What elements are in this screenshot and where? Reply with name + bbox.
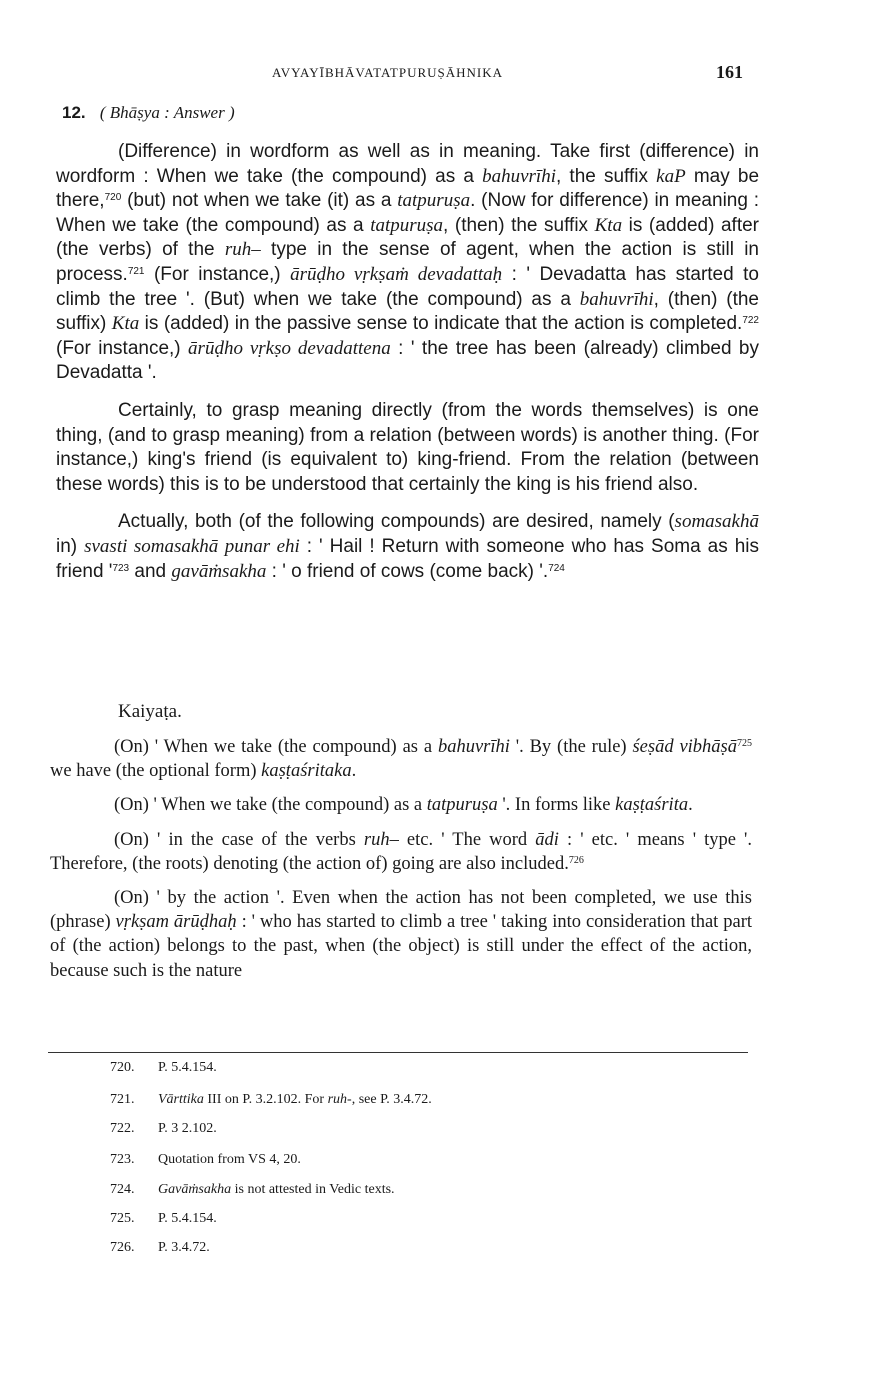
kaiyata-paragraph-1: (On) ' When we take (the compound) as a bahuvrīhi '. By (the rule) śeṣād vibhāṣā$^{725}$ we have (the optional form) kaṣṭaśritaka. <box>50 737 752 782</box>
footnote-723: 723. Quotation from VS 4, 20. <box>110 1152 301 1167</box>
running-header <box>0 62 894 86</box>
footnote-ref: 721 <box>127 265 145 277</box>
footnote-ref: 725 <box>737 738 752 749</box>
bhashya-text <box>56 140 759 584</box>
kaiyata-heading: Kaiyaṭa. <box>118 701 182 722</box>
footnote-726: 726. P. 3.4.72. <box>110 1240 210 1255</box>
section-label: ( Bhāṣya : Answer ) <box>99 103 235 122</box>
footnote-720: 720. P. 5.4.154. <box>110 1060 217 1075</box>
bhashya-paragraph-2: Certainly, to grasp meaning directly (from the words themselves) is one thing, (and to grasp meaning) from a relation (between words) is another thing. (For instance,) king's friend (is equivalent to) king-friend. From the relation (between these words) this is to be understood that certainly the king is his friend also. <box>56 399 759 495</box>
section-number: 12. <box>62 103 86 122</box>
bhashya-paragraph-3: Actually, both (of the following compounds) are desired, namely (somasakhā in) svasti somasakhā punar ehi : ' Hail ! Return with someone who has Soma as his friend '$^{723}$ and gavāṁsakha : ' o friend of cows (come back) '.$^{724}$ <box>56 511 760 582</box>
bhashya-paragraph-1: (Difference) in wordform as well as in meaning. Take first (difference) in wordform : When we take (the compound) as a bahuvrīhi, the suffix kaP may be there,$^{720}$ (but) not when we take (it) as a tatpuruṣa. (Now for difference) in meaning : When we take (the compound) as a tatpuruṣa, (then) the suffix Kta is (added) after (the verbs) of the ruh– type in the sense of agent, when the action is still in process.$^{721}$ (For instance,) ārūḍho vṛkṣaṁ devadattaḥ : ' Devadatta has started to climb the tree '. (But) when we take (the compound) as a bahuvrīhi, (then) (the suffix) Kta is (added) in the passive sense to indicate that the action is completed.$^{722}$ (For instance,) ārūḍho vṛkṣo devadattena : ' the tree has been (already) climbed by Devadatta '. <box>56 141 760 384</box>
kaiyata-paragraph-4: (On) ' by the action '. Even when the action has not been completed, we use this (phrase) vṛkṣam ārūḍhaḥ : ' who has started to climb a tree ' taking into consideration that part of (the action) belongs to the past, when (the object) is still under the effect of the action, because such is the nature <box>50 888 752 981</box>
footnote-divider <box>48 1052 748 1053</box>
running-title: AVYAYĪBHĀVATATPURUṢĀHNIKA <box>272 65 504 80</box>
footnote-722: 722. P. 3 2.102. <box>110 1121 217 1136</box>
kaiyata-paragraph-2: (On) ' When we take (the compound) as a tatpuruṣa '. In forms like kaṣṭaśrita. <box>114 795 693 816</box>
footnote-725: 725. P. 5.4.154. <box>110 1211 217 1226</box>
footnote-ref: 723 <box>112 562 130 574</box>
footnote-ref: 726 <box>568 854 584 866</box>
footnote-ref: 722 <box>742 315 759 327</box>
section-heading <box>62 103 235 123</box>
footnote-ref: 724 <box>548 562 565 574</box>
footnote-724: 724. Gavāṁsakha is not attested in Vedic texts. <box>110 1182 395 1197</box>
page-number: 161 <box>716 62 743 82</box>
footnote-721: 721. Vārttika III on P. 3.2.102. For ruh-, see P. 3.4.72. <box>110 1092 432 1107</box>
kaiyata-text <box>50 735 752 983</box>
kaiyata-paragraph-3: (On) ' in the case of the verbs ruh– etc. ' The word ādi : ' etc. ' means ' type '. Therefore, (the roots) denoting (the action of) going are also included.$^{726}$ <box>50 829 753 874</box>
footnote-ref: 720 <box>104 192 122 204</box>
